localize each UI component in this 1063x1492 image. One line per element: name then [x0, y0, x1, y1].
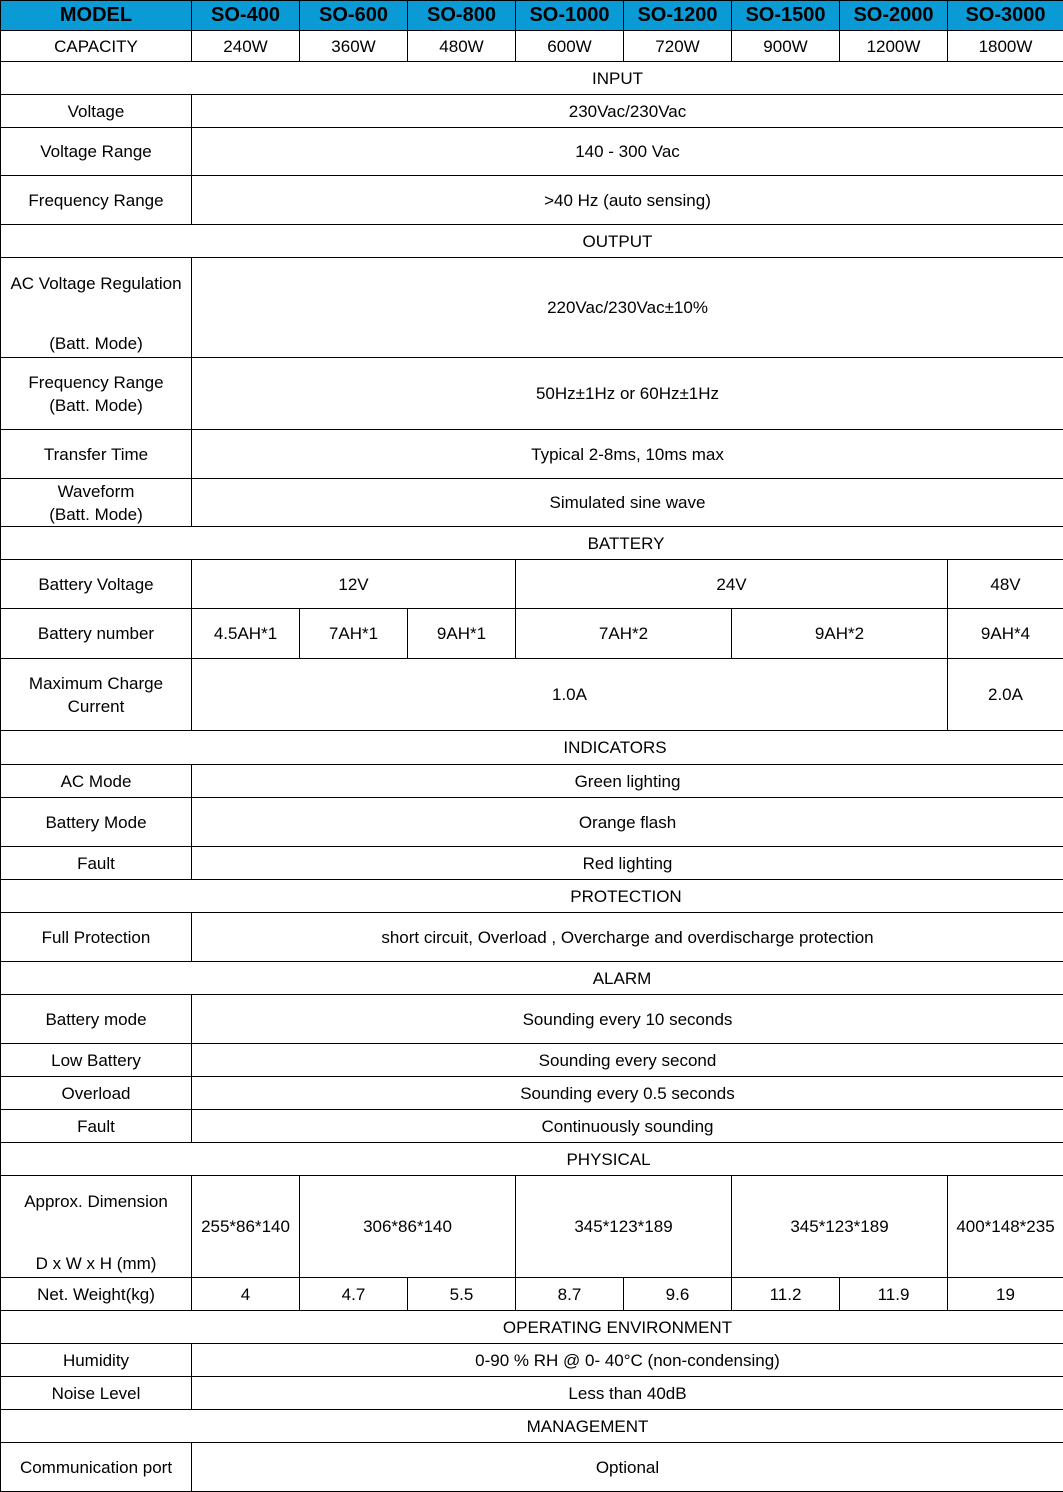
spec-row	[1, 847, 1063, 880]
row-label: Fault	[1, 847, 192, 880]
section-output-title: OUTPUT	[1, 225, 1063, 258]
row-value: 9.6	[624, 1278, 732, 1311]
row-label-stack	[5, 272, 187, 355]
row-value: Sounding every 0.5 seconds	[192, 1077, 1063, 1110]
row-label-line: Approx. Dimension	[24, 1192, 168, 1211]
row-label-line: Maximum Charge	[28, 673, 164, 693]
row-value: 9AH*2	[732, 609, 948, 659]
row-label: Battery Mode	[1, 798, 192, 847]
spec-row	[1, 479, 1063, 527]
section-alarm-title: ALARM	[1, 962, 1063, 995]
row-value: 345*123*189	[732, 1176, 948, 1278]
section-row	[1, 62, 1063, 95]
spec-row	[1, 176, 1063, 225]
row-label: Humidity	[1, 1344, 192, 1377]
row-label: Battery Voltage	[1, 560, 192, 609]
section-row	[1, 962, 1063, 995]
row-value: 9AH*4	[948, 609, 1063, 659]
row-value: 306*86*140	[300, 1176, 516, 1278]
capacity-label: CAPACITY	[1, 31, 192, 62]
row-value: short circuit, Overload , Overcharge and overdischarge protection	[192, 913, 1063, 962]
row-value: Simulated sine wave	[192, 479, 1063, 527]
row-value: 11.9	[840, 1278, 948, 1311]
row-label: Fault	[1, 1110, 192, 1143]
row-value: 8.7	[516, 1278, 624, 1311]
row-value: 4.7	[300, 1278, 408, 1311]
section-row	[1, 731, 1063, 765]
row-label: Low Battery	[1, 1044, 192, 1077]
row-label	[1, 1176, 192, 1278]
row-value: Sounding every second	[192, 1044, 1063, 1077]
row-label-line: AC Voltage Regulation	[10, 274, 182, 293]
row-label: Transfer Time	[1, 430, 192, 479]
model-so-600: SO-600	[300, 1, 408, 31]
row-value: 24V	[516, 560, 948, 609]
capacity-value: 900W	[732, 31, 840, 62]
row-value: Optional	[192, 1443, 1063, 1492]
row-value: 220Vac/230Vac±10%	[192, 258, 1063, 358]
row-value: 2.0A	[948, 659, 1063, 731]
row-value: >40 Hz (auto sensing)	[192, 176, 1063, 225]
row-label: Frequency Range	[1, 176, 192, 225]
row-label: AC Mode	[1, 765, 192, 798]
row-label-line: Frequency Range	[28, 372, 164, 392]
row-value: 11.2	[732, 1278, 840, 1311]
capacity-row	[1, 31, 1063, 62]
section-row	[1, 1410, 1063, 1443]
spec-row	[1, 1110, 1063, 1143]
row-value: Green lighting	[192, 765, 1063, 798]
row-value: Orange flash	[192, 798, 1063, 847]
row-label	[1, 479, 192, 527]
row-label: Battery number	[1, 609, 192, 659]
row-value: 5.5	[408, 1278, 516, 1311]
row-label	[1, 258, 192, 358]
row-label: Communication port	[1, 1443, 192, 1492]
row-label: Battery mode	[1, 995, 192, 1044]
section-row	[1, 1143, 1063, 1176]
spec-row	[1, 798, 1063, 847]
row-value: Typical 2-8ms, 10ms max	[192, 430, 1063, 479]
capacity-value: 720W	[624, 31, 732, 62]
spec-row	[1, 1443, 1063, 1492]
model-so-800: SO-800	[408, 1, 516, 31]
model-so-2000: SO-2000	[840, 1, 948, 31]
spec-row	[1, 1377, 1063, 1410]
spec-row	[1, 995, 1063, 1044]
row-value: 4.5AH*1	[192, 609, 300, 659]
spec-row	[1, 358, 1063, 430]
row-value: 255*86*140	[192, 1176, 300, 1278]
row-value: 4	[192, 1278, 300, 1311]
row-label-line: Waveform	[57, 481, 135, 501]
row-label: Voltage Range	[1, 128, 192, 176]
model-so-1200: SO-1200	[624, 1, 732, 31]
row-value: 7AH*2	[516, 609, 732, 659]
spec-row	[1, 1044, 1063, 1077]
row-value: Sounding every 10 seconds	[192, 995, 1063, 1044]
section-physical-title: PHYSICAL	[1, 1143, 1063, 1176]
row-value: 48V	[948, 560, 1063, 609]
section-battery-title: BATTERY	[1, 527, 1063, 560]
spec-row	[1, 430, 1063, 479]
spec-row	[1, 913, 1063, 962]
row-label: Net. Weight(kg)	[1, 1278, 192, 1311]
row-value: 0-90 % RH @ 0- 40°C (non-condensing)	[192, 1344, 1063, 1377]
row-label: Full Protection	[1, 913, 192, 962]
row-value: 7AH*1	[300, 609, 408, 659]
row-value: 345*123*189	[516, 1176, 732, 1278]
capacity-value: 240W	[192, 31, 300, 62]
section-protection-title: PROTECTION	[1, 880, 1063, 913]
spec-row	[1, 1176, 1063, 1278]
spec-row	[1, 128, 1063, 176]
spec-row	[1, 258, 1063, 358]
section-row	[1, 527, 1063, 560]
row-value: 19	[948, 1278, 1063, 1311]
row-label-line: Current	[67, 696, 125, 716]
section-row	[1, 225, 1063, 258]
capacity-value: 480W	[408, 31, 516, 62]
row-label-line: (Batt. Mode)	[49, 504, 143, 524]
model-so-400: SO-400	[192, 1, 300, 31]
spec-row	[1, 95, 1063, 128]
row-label: Voltage	[1, 95, 192, 128]
capacity-value: 1800W	[948, 31, 1063, 62]
capacity-value: 360W	[300, 31, 408, 62]
section-row	[1, 1311, 1063, 1344]
capacity-value: 1200W	[840, 31, 948, 62]
spec-row	[1, 560, 1063, 609]
model-so-3000: SO-3000	[948, 1, 1063, 31]
row-label-line: D x W x H (mm)	[35, 1254, 157, 1273]
row-label: Noise Level	[1, 1377, 192, 1410]
row-value: 140 - 300 Vac	[192, 128, 1063, 176]
row-value: Less than 40dB	[192, 1377, 1063, 1410]
row-value: 1.0A	[192, 659, 948, 731]
spec-row	[1, 609, 1063, 659]
row-value: 50Hz±1Hz or 60Hz±1Hz	[192, 358, 1063, 430]
section-row	[1, 880, 1063, 913]
section-input-title: INPUT	[1, 62, 1063, 95]
row-label: Overload	[1, 1077, 192, 1110]
capacity-value: 600W	[516, 31, 624, 62]
section-environment-title: OPERATING ENVIRONMENT	[1, 1311, 1063, 1344]
spec-row	[1, 659, 1063, 731]
row-label-line: (Batt. Mode)	[49, 395, 143, 415]
row-value: 400*148*235	[948, 1176, 1063, 1278]
row-label	[1, 659, 192, 731]
model-header-row	[1, 1, 1063, 31]
spec-row	[1, 765, 1063, 798]
model-so-1000: SO-1000	[516, 1, 624, 31]
row-value: 230Vac/230Vac	[192, 95, 1063, 128]
row-value: Red lighting	[192, 847, 1063, 880]
spec-row	[1, 1344, 1063, 1377]
row-label-stack	[5, 1190, 187, 1275]
section-management-title: MANAGEMENT	[1, 1410, 1063, 1443]
row-value: 9AH*1	[408, 609, 516, 659]
spec-row	[1, 1278, 1063, 1311]
model-so-1500: SO-1500	[732, 1, 840, 31]
model-label: MODEL	[1, 1, 192, 31]
row-value: 12V	[192, 560, 516, 609]
spec-row	[1, 1077, 1063, 1110]
row-value: Continuously sounding	[192, 1110, 1063, 1143]
row-label-line: (Batt. Mode)	[49, 334, 143, 353]
row-label	[1, 358, 192, 430]
section-indicators-title: INDICATORS	[1, 731, 1063, 765]
